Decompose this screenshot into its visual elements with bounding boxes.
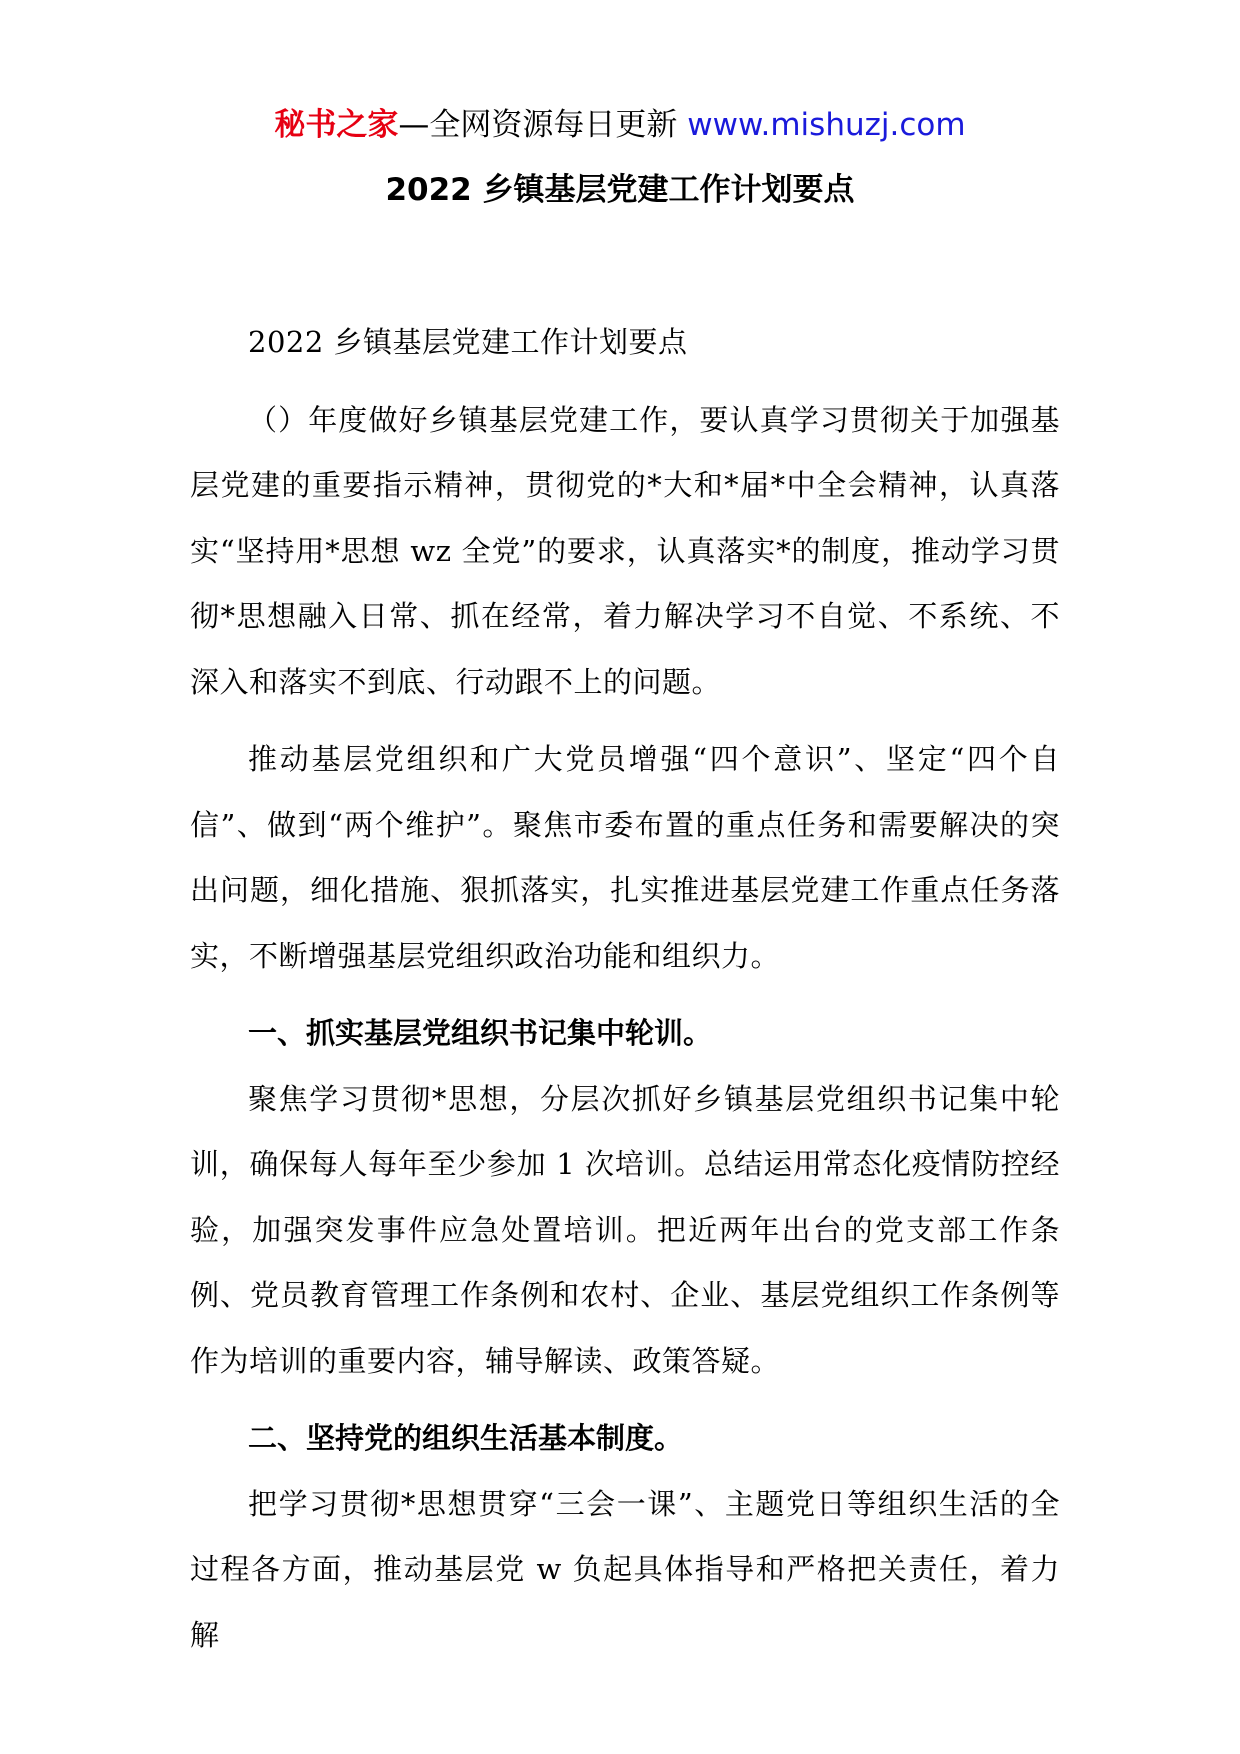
site-url-link[interactable]: www.mishuzj.com	[687, 107, 966, 143]
paragraph-goals: 推动基层党组织和广大党员增强“四个意识”、坚定“四个自信”、做到“两个维护”。聚焦市委布置的重点任务和需要解决的突出问题，细化措施、狠抓落实，扎实推进基层党建工作重点任务落实，不断增强基层党组织政治功能和组织力。	[190, 742, 1060, 973]
brand-name: 秘书之家	[274, 107, 399, 143]
document-body	[190, 310, 1060, 1668]
section-text-2: 把学习贯彻*思想贯穿“三会一课”、主题党日等组织生活的全过程各方面，推动基层党 w 负起具体指导和严格把关责任，着力解	[190, 1486, 1060, 1652]
section-text-1: 聚焦学习贯彻*思想，分层次抓好乡镇基层党组织书记集中轮训，确保每人每年至少参加 1 次培训。总结运用常态化疫情防控经验，加强突发事件应急处置培训。把近两年出台的党支部工作条例、党员教育管理工作条例和农村、企业、基层党组织工作条例等作为培训的重要内容，辅导解读、政策答疑。	[190, 1081, 1060, 1378]
header-slogan: —全网资源每日更新	[398, 107, 678, 143]
paragraph-intro: （）年度做好乡镇基层党建工作，要认真学习贯彻关于加强基层党建的重要指示精神，贯彻党的*大和*届*中全会精神，认真落实“坚持用*思想 wz 全党”的要求，认真落实*的制度，推动学习贯彻*思想融入日常、抓在经常，着力解决学习不自觉、不系统、不深入和落实不到底、行动跟不上的问题。	[190, 402, 1060, 699]
section-heading-1: 一、抓实基层党组织书记集中轮训。	[248, 1016, 713, 1050]
document-title: 2022 乡镇基层党建工作计划要点	[385, 172, 855, 208]
site-header	[0, 100, 1240, 150]
document-subtitle: 2022 乡镇基层党建工作计划要点	[248, 325, 688, 359]
section-heading-2: 二、坚持党的组织生活基本制度。	[248, 1421, 684, 1455]
